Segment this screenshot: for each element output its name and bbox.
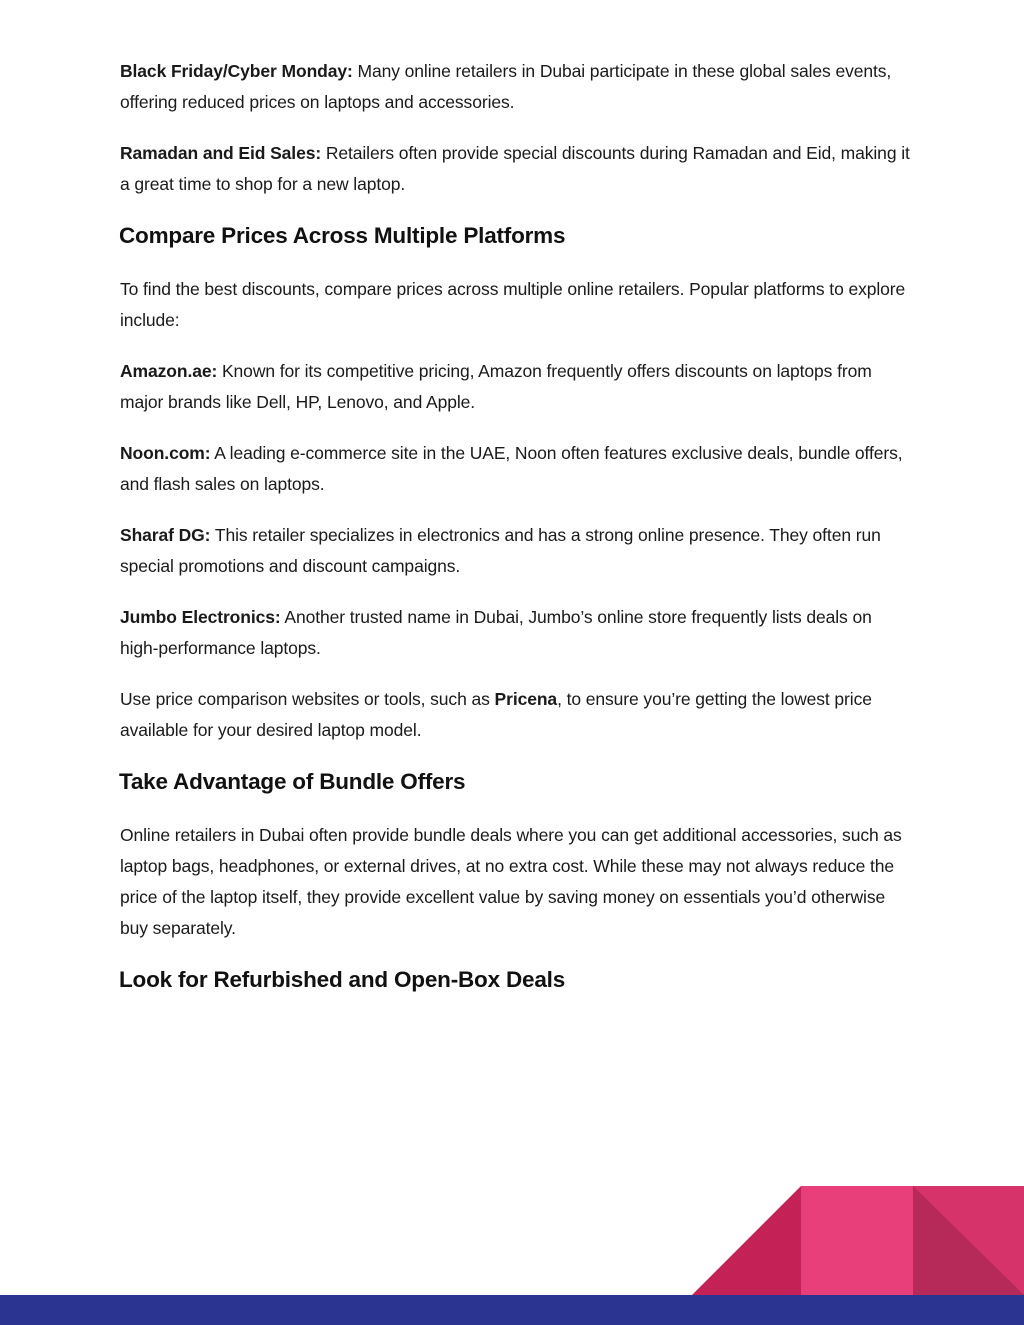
paragraph-noon [120, 438, 910, 500]
document-body [120, 56, 910, 1018]
paragraph-ramadan [120, 138, 910, 200]
paragraph-bundle: Online retailers in Dubai often provide bundle deals where you can get additional accessories, such as laptop bags, headphones, or external drives, at no extra cost. While these may not always reduce the price of the laptop itself, they provide excellent value by saving money on essentials you’d otherwise buy separately. [120, 825, 902, 938]
heading-compare-prices: Compare Prices Across Multiple Platforms [119, 223, 566, 248]
term-label: Jumbo Electronics: [120, 607, 281, 627]
footer-bar [0, 1295, 1024, 1325]
paragraph-text: A leading e-commerce site in the UAE, Noon often features exclusive deals, bundle offers, and flash sales on laptops. [120, 443, 903, 494]
term-label: Black Friday/Cyber Monday: [120, 61, 353, 81]
term-label: Pricena [494, 689, 558, 709]
paragraph-text: Retailers often provide special discounts during Ramadan and Eid, making it a great time to shop for a new laptop. [120, 143, 910, 194]
term-label: Sharaf DG: [120, 525, 211, 545]
paragraph-compare-intro: To find the best discounts, compare prices across multiple online retailers. Popular platforms to explore include: [120, 279, 906, 330]
term-label: Noon.com: [120, 443, 211, 463]
term-label: Amazon.ae: [120, 361, 218, 381]
heading-refurbished: Look for Refurbished and Open-Box Deals [119, 967, 566, 992]
pink-triangle-left [692, 1186, 801, 1295]
paragraph-jumbo [120, 602, 910, 664]
paragraph-black-friday [120, 56, 910, 118]
heading-bundle-offers: Take Advantage of Bundle Offers [119, 769, 466, 794]
paragraph-text: This retailer specializes in electronics and has a strong online presence. They often run special promotions and discount campaigns. [120, 525, 881, 576]
paragraph-pricena [120, 684, 910, 746]
term-label: Ramadan and Eid Sales: [120, 143, 322, 163]
paragraph-text: Use price comparison websites or tools, such as [120, 689, 495, 709]
paragraph-text: , to ensure you’re getting the lowest price available for your desired laptop model. [120, 689, 872, 740]
pink-block-middle [801, 1186, 913, 1295]
paragraph-text: Known for its competitive pricing, Amazon frequently offers discounts on laptops from major brands like Dell, HP, Lenovo, and Apple. [120, 361, 872, 412]
paragraph-text: Many online retailers in Dubai participate in these global sales events, offering reduced prices on laptops and accessories. [120, 61, 892, 112]
pink-block-right [913, 1186, 1024, 1295]
paragraph-amazon [120, 356, 910, 418]
paragraph-sharaf [120, 520, 910, 582]
paragraph-text: Another trusted name in Dubai, Jumbo’s online store frequently lists deals on high-performance laptops. [120, 607, 872, 658]
pink-shadow-triangle [913, 1186, 1024, 1295]
